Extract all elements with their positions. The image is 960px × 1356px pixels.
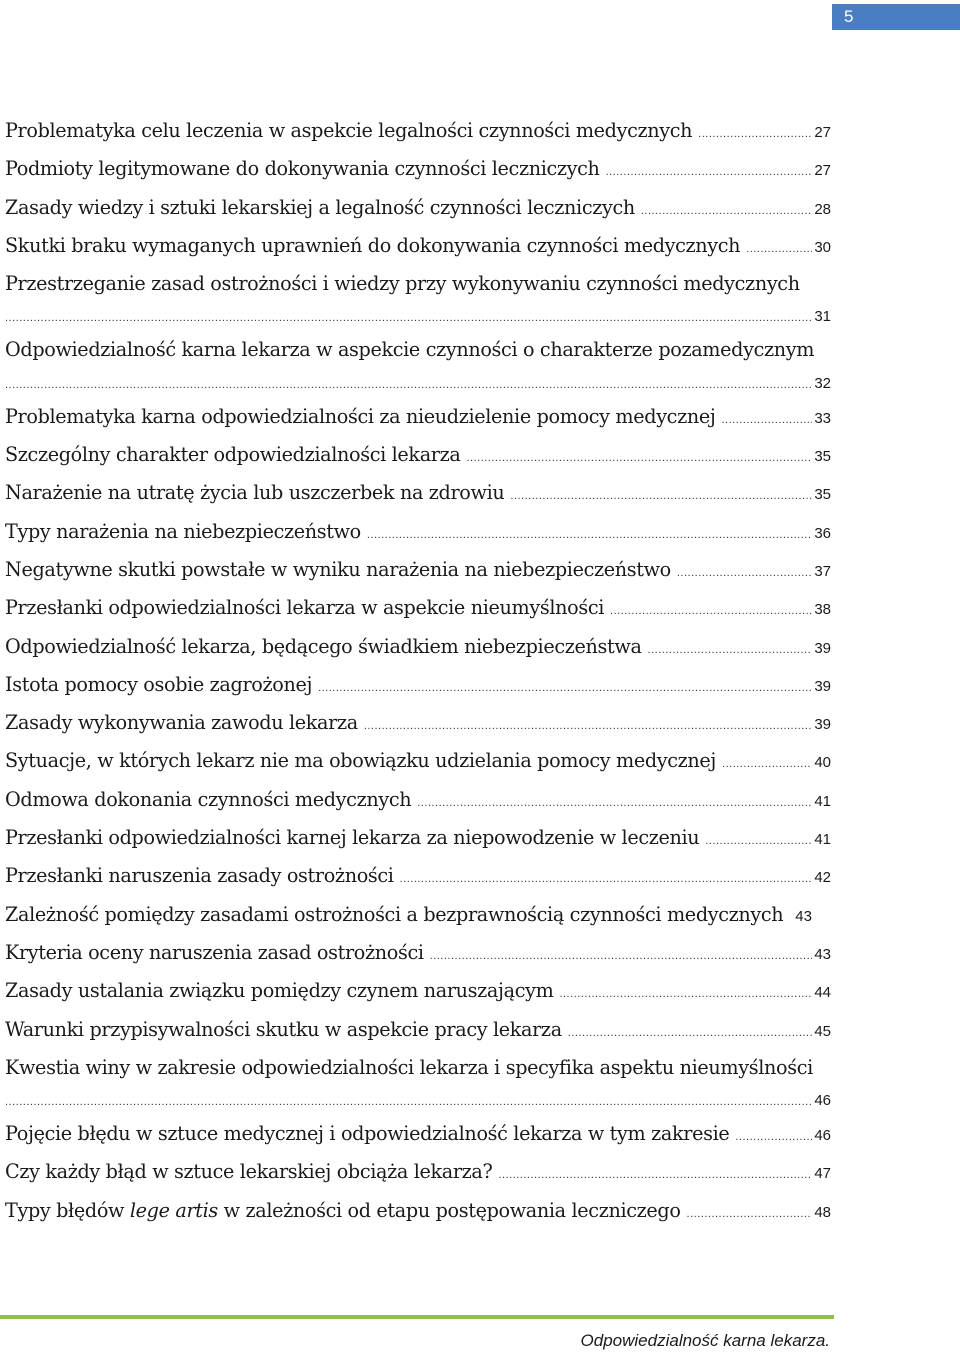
- toc-entry[interactable]: [5, 112, 831, 150]
- footer-title: Odpowiedzialność karna lekarza.: [580, 1331, 830, 1350]
- toc-entry-page: 35: [814, 486, 831, 504]
- toc-leader-dots: [705, 822, 812, 860]
- toc-entry-page: 41: [814, 831, 831, 849]
- toc-entry-page: 39: [814, 716, 831, 734]
- toc-entry[interactable]: [5, 1153, 831, 1191]
- toc-entry-page: 30: [814, 238, 831, 256]
- toc-entry-title: Skutki braku wymaganych uprawnień do dokonywania czynności medycznych: [5, 233, 741, 257]
- toc-entry-page: 36: [814, 524, 831, 542]
- toc-entry-title: Sytuacje, w których lekarz nie ma obowiązku udzielania pomocy medycznej: [5, 749, 717, 773]
- toc-entry[interactable]: [5, 265, 831, 331]
- toc-leader-dots: [722, 745, 812, 783]
- toc-leader-dots: [559, 975, 812, 1013]
- toc-entry-page: 27: [814, 162, 831, 180]
- toc-entry-title: Pojęcie błędu w sztuce medycznej i odpowiedzialność lekarza w tym zakresie: [5, 1122, 730, 1146]
- toc-leader-dots: [687, 1195, 813, 1233]
- toc-entry[interactable]: [5, 474, 831, 512]
- toc-entry-page: 42: [814, 869, 831, 887]
- toc-entry-title: Typy błędów lege artis w zależności od etapu postępowania leczniczego: [5, 1198, 681, 1222]
- toc-entry-title: Przesłanki naruszenia zasady ostrożności: [5, 864, 394, 888]
- toc-leader-dots: [430, 937, 813, 975]
- toc-entry-page: 27: [814, 124, 831, 141]
- toc-leader-dots: [5, 304, 812, 332]
- toc-entry-page: 47: [814, 1165, 831, 1183]
- toc-entry[interactable]: [5, 819, 831, 857]
- toc-entry[interactable]: [5, 1192, 831, 1230]
- toc-entry-page: 28: [814, 200, 831, 218]
- toc-entry-page: 33: [814, 409, 831, 427]
- toc-entry[interactable]: [5, 781, 831, 819]
- toc-entry-page: 43: [795, 907, 812, 925]
- toc-entry[interactable]: [5, 398, 831, 436]
- toc-entry[interactable]: [5, 189, 831, 227]
- footer-rule: [0, 1315, 834, 1319]
- toc-entry[interactable]: [5, 896, 831, 934]
- toc-leader-dots: [466, 439, 812, 477]
- toc-entry[interactable]: [5, 227, 831, 265]
- toc-entry-title: Negatywne skutki powstałe w wyniku narażenia na niebezpieczeństwo: [5, 557, 671, 581]
- toc-leader-dots: [510, 477, 812, 515]
- toc-entry[interactable]: [5, 331, 831, 397]
- toc-entry-title: Typy narażenia na niebezpieczeństwo: [5, 519, 361, 543]
- toc-leader-dots: [568, 1014, 813, 1052]
- toc-entry[interactable]: [5, 1011, 831, 1049]
- toc-entry-page: 39: [814, 639, 831, 657]
- toc-leader-dots: [721, 401, 812, 439]
- toc-entry[interactable]: [5, 934, 831, 972]
- toc-entry[interactable]: [5, 666, 831, 704]
- toc-entry[interactable]: [5, 742, 831, 780]
- toc-entry-title: Przestrzeganie zasad ostrożności i wiedzy przy wykonywaniu czynności medycznych: [5, 272, 800, 296]
- toc-entry[interactable]: [5, 551, 831, 589]
- toc-entry-title: Szczególny charakter odpowiedzialności lekarza: [5, 443, 461, 467]
- toc-entry[interactable]: [5, 436, 831, 474]
- toc-entry[interactable]: [5, 150, 831, 188]
- toc-entry-title: Czy każdy błąd w sztuce lekarskiej obciąża lekarza?: [5, 1160, 493, 1184]
- toc-entry-page: 48: [814, 1203, 831, 1221]
- toc-entry-title: Zależność pomiędzy zasadami ostrożności a bezprawnością czynności medycznych: [5, 902, 784, 926]
- toc-entry-page: 44: [814, 984, 831, 1002]
- toc-entry[interactable]: [5, 704, 831, 742]
- toc-entry-title: Kryteria oceny naruszenia zasad ostrożności: [5, 940, 424, 964]
- toc-leader-dots: [367, 516, 812, 554]
- toc-entry-page: 35: [814, 448, 831, 466]
- table-of-contents: [5, 112, 831, 1230]
- toc-leader-dots: [400, 860, 813, 898]
- toc-leader-dots: [5, 1088, 812, 1116]
- toc-entry[interactable]: [5, 628, 831, 666]
- toc-entry-page: 31: [814, 308, 831, 326]
- toc-leader-dots: [648, 631, 813, 669]
- toc-entry[interactable]: [5, 513, 831, 551]
- toc-leader-dots: [698, 115, 812, 153]
- toc-entry-title: Zasady wiedzy i sztuki lekarskiej a legalność czynności leczniczych: [5, 195, 635, 219]
- toc-entry-title: Warunki przypisywalności skutku w aspekcie pracy lekarza: [5, 1017, 562, 1041]
- toc-leader-dots: [677, 554, 812, 592]
- toc-entry-page: 46: [814, 1092, 831, 1110]
- toc-entry-title: Narażenie na utratę życia lub uszczerbek na zdrowiu: [5, 481, 505, 505]
- toc-leader-dots: [606, 153, 813, 191]
- toc-entry-page: 45: [814, 1022, 831, 1040]
- toc-entry-page: 37: [814, 562, 831, 580]
- toc-entry-title-italic: lege artis: [129, 1198, 218, 1222]
- toc-entry-page: 39: [814, 677, 831, 695]
- toc-entry-title: Kwestia winy w zakresie odpowiedzialności lekarza i specyfika aspektu nieumyślności: [5, 1055, 813, 1079]
- toc-entry-title: Problematyka karna odpowiedzialności za nieudzielenie pomocy medycznej: [5, 404, 716, 428]
- toc-entry-page: 43: [814, 945, 831, 963]
- toc-leader-dots: [498, 1156, 812, 1194]
- toc-entry[interactable]: [5, 972, 831, 1010]
- toc-entry-title: Odpowiedzialność karna lekarza w aspekcie czynności o charakterze pozamedycznym: [5, 338, 815, 362]
- toc-entry-title: Problematyka celu leczenia w aspekcie legalności czynności medycznych: [5, 119, 693, 142]
- toc-entry-title: Podmioty legitymowane do dokonywania czynności leczniczych: [5, 157, 600, 181]
- toc-entry-title: Istota pomocy osobie zagrożonej: [5, 672, 313, 696]
- toc-leader-dots: [641, 192, 812, 230]
- toc-entry-title: Zasady wykonywania zawodu lekarza: [5, 711, 358, 735]
- toc-entry[interactable]: [5, 857, 831, 895]
- toc-entry[interactable]: [5, 1115, 831, 1153]
- toc-entry[interactable]: [5, 589, 831, 627]
- toc-entry-page: 40: [814, 754, 831, 772]
- toc-entry-page: 41: [814, 792, 831, 810]
- toc-leader-dots: [610, 592, 812, 630]
- toc-leader-dots: [318, 669, 812, 707]
- toc-entry-page: 32: [814, 374, 831, 392]
- toc-leader-dots: [5, 371, 812, 399]
- toc-entry[interactable]: [5, 1049, 831, 1115]
- page-number-badge: 5: [832, 4, 960, 30]
- toc-leader-dots: [735, 1118, 812, 1156]
- toc-entry-page: 46: [814, 1127, 831, 1145]
- toc-entry-title: Przesłanki odpowiedzialności lekarza w aspekcie nieumyślności: [5, 596, 605, 620]
- toc-leader-dots: [746, 230, 812, 268]
- toc-leader-dots: [417, 784, 812, 822]
- toc-entry-page: 38: [814, 601, 831, 619]
- toc-entry-title: Zasady ustalania związku pomiędzy czynem naruszającym: [5, 979, 554, 1003]
- toc-entry-title: Przesłanki odpowiedzialności karnej lekarza za niepowodzenie w leczeniu: [5, 826, 700, 850]
- toc-entry-title: Odpowiedzialność lekarza, będącego świadkiem niebezpieczeństwa: [5, 634, 642, 658]
- toc-entry-title: Odmowa dokonania czynności medycznych: [5, 787, 412, 811]
- toc-leader-dots: [364, 707, 813, 745]
